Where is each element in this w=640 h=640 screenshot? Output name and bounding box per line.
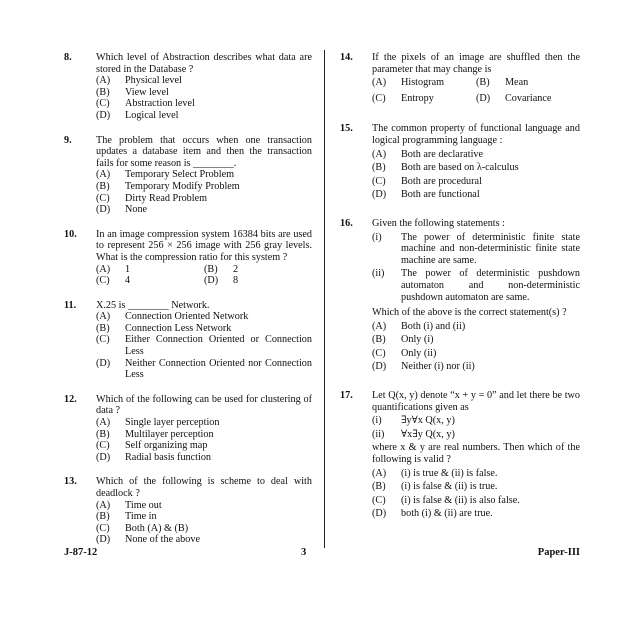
question-stem: Given the following statements : [372, 217, 505, 229]
option-d: (D) 8 [204, 275, 239, 287]
option-c: (C) Entropy [372, 92, 434, 104]
option-c: (C) Both (A) & (B) [96, 522, 189, 534]
question-stem: The common property of functional language and logical programming language : [372, 123, 580, 146]
option-d: (D) both (i) & (ii) are true. [372, 508, 493, 520]
question-number: 15. [340, 123, 353, 135]
option-a: (A) (i) is true & (ii) is false. [372, 467, 498, 479]
option-c: (C) (i) is false & (ii) is also false. [372, 494, 520, 506]
option-a: (A) Histogram [372, 77, 445, 89]
option-d: (D) None [96, 204, 148, 216]
question-number: 12. [64, 393, 77, 405]
option-b: (B) 2 [204, 263, 239, 275]
option-c: (C) 4 [96, 275, 131, 287]
question-15 [340, 123, 580, 201]
option-b: (B) (i) is false & (ii) is true. [372, 481, 498, 493]
question-17 [340, 390, 580, 520]
option-b: (B) Connection Less Network [96, 322, 232, 334]
option-d: (D) Logical level [96, 109, 179, 121]
question-12 [64, 394, 312, 464]
left-column [64, 52, 312, 559]
option-b: (B) Multilayer perception [96, 428, 214, 440]
option-d: (D) Neither Connection Oriented nor Connection Less [96, 357, 312, 381]
option-d: (D) None of the above [96, 534, 200, 546]
option-a: (A) Time out [96, 499, 162, 511]
question-stem: Which level of Abstraction describes what data are stored in the Database ? [96, 52, 312, 75]
page-number: 3 [301, 547, 307, 558]
question-16 [340, 218, 580, 373]
option-c: (C) Abstraction level [96, 98, 195, 110]
option-c: (C) Both are procedural [372, 175, 482, 187]
question-number: 16. [340, 217, 353, 229]
question-number: 13. [64, 476, 77, 488]
option-a: (A) Both are declarative [372, 148, 484, 160]
option-a: (A) Connection Oriented Network [96, 311, 249, 323]
question-13 [64, 476, 312, 546]
statement-ii: (ii) ∀x∃y Q(x, y) [372, 428, 455, 440]
paper-code: J-87-12 [64, 547, 98, 558]
question-prompt: Which of the above is the correct statement(s) ? [372, 307, 567, 319]
option-a: (A) Both (i) and (ii) [372, 320, 466, 332]
option-a: (A) 1 [96, 263, 131, 275]
option-a: (A) Single layer perception [96, 417, 220, 429]
question-number: 11. [64, 299, 77, 311]
right-column [340, 52, 580, 537]
statement-i: (i) ∃y∀x Q(x, y) [372, 415, 455, 427]
option-grid [96, 264, 312, 287]
question-stem: If the pixels of an image are shuffled then the parameter that may change is [372, 52, 580, 75]
question-prompt: where x & y are real numbers. Then which of the following is valid ? [372, 442, 580, 466]
question-stem: Which of the following is scheme to deal with deadlock ? [96, 476, 312, 499]
question-14 [340, 52, 580, 106]
question-stem: The problem that occurs when one transaction updates a database item and then the transaction fails for some reason is ________. [96, 134, 312, 169]
statement-i: (i) The power of deterministic finite state machine and non-deterministic finite state machine are same. [372, 231, 580, 266]
question-stem: Let Q(x, y) denote “x + y = 0” and let there be two quantifications given as [372, 390, 580, 413]
option-c: (C) Only (ii) [372, 347, 437, 359]
question-10 [64, 229, 312, 287]
option-b: (B) Only (i) [372, 334, 434, 346]
option-grid [372, 75, 580, 106]
question-stem: Which of the following can be used for clustering of data ? [96, 393, 312, 417]
option-c: (C) Dirty Read Problem [96, 192, 208, 204]
option-b: (B) Time in [96, 511, 157, 523]
question-number: 8. [64, 52, 72, 63]
option-a: (A) Physical level [96, 75, 182, 87]
question-stem: In an image compression system 16384 bits are used to represent 256 × 256 image with 256 gray levels. What is the compression ratio for this system ? [96, 228, 312, 263]
option-d: (D) Radial basis function [96, 451, 212, 463]
option-b: (B) Mean [476, 77, 529, 89]
option-c: (C) Self organizing map [96, 440, 208, 452]
question-8 [64, 52, 312, 122]
paper-title: Paper-III [537, 547, 580, 558]
question-9 [64, 135, 312, 216]
option-b: (B) View level [96, 86, 169, 98]
option-b: (B) Temporary Modify Problem [96, 180, 240, 192]
question-number: 14. [340, 52, 353, 63]
option-d: (D) Neither (i) nor (ii) [372, 361, 475, 373]
question-11 [64, 300, 312, 381]
question-stem: X.25 is ________ Network. [96, 299, 210, 311]
column-divider [324, 50, 325, 548]
option-a: (A) Temporary Select Problem [96, 169, 235, 181]
option-d: (D) Both are functional [372, 189, 480, 201]
statement-ii: (ii) The power of deterministic pushdown automaton and non-deterministic pushdown automaton are same. [372, 268, 580, 303]
question-number: 9. [64, 134, 72, 146]
question-number: 17. [340, 390, 353, 402]
question-number: 10. [64, 228, 77, 240]
option-b: (B) Both are based on λ-calculus [372, 162, 519, 174]
option-c: (C) Either Connection Oriented or Connection Less [96, 334, 312, 358]
option-d: (D) Covariance [476, 92, 552, 104]
